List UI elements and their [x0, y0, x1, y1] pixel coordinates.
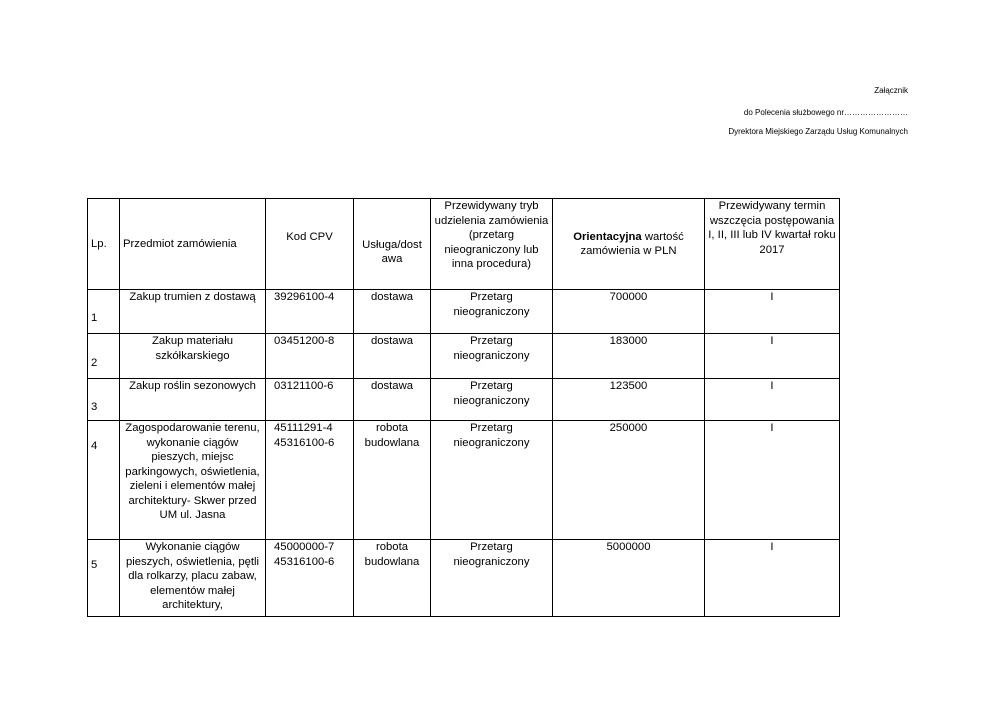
row-subject: Zakup materiału szkółkarskiego	[120, 334, 266, 379]
row-lp: 1	[88, 290, 120, 334]
row-mode: Przetarg nieograniczony	[431, 334, 553, 379]
row-cpv-code: 39296100-4	[274, 291, 335, 303]
row-service: dostawa	[354, 379, 431, 421]
row-cpv-code: 45111291-4	[274, 422, 333, 434]
row-subject: Zakup roślin sezonowych	[120, 379, 266, 421]
row-value: 183000	[553, 334, 705, 379]
row-value: 5000000	[553, 540, 705, 617]
row-service: robota budowlana	[354, 421, 431, 540]
annex-label: Załącznik	[874, 86, 908, 95]
value-rest-label: wartość zamówienia w PLN	[580, 230, 684, 257]
row-service: dostawa	[354, 290, 431, 334]
table-row	[88, 421, 840, 540]
row-term: I	[705, 290, 840, 334]
row-cpv-code: 45000000-7	[274, 541, 335, 553]
col-header-lp: Lp.	[88, 199, 120, 290]
row-mode: Przetarg nieograniczony	[431, 421, 553, 540]
row-cpv	[266, 421, 354, 540]
row-mode: Przetarg nieograniczony	[431, 379, 553, 421]
col-header-cpv: Kod CPV	[266, 199, 354, 290]
director-line: Dyrektora Miejskiego Zarządu Usług Komunalnych	[728, 127, 908, 136]
row-cpv-code-2: 45316100-6	[274, 436, 335, 449]
row-cpv	[266, 290, 354, 334]
row-cpv-code: 03451200-8	[274, 335, 335, 347]
row-subject: Zakup trumien z dostawą	[120, 290, 266, 334]
row-term: I	[705, 334, 840, 379]
table-header-row	[88, 199, 840, 290]
row-lp: 3	[88, 379, 120, 421]
row-value: 123500	[553, 379, 705, 421]
procurement-table	[87, 198, 840, 617]
order-reference: do Polecenia służbowego nr……………………	[743, 108, 908, 117]
col-header-term: Przewidywany termin wszczęcia postępowania I, II, III lub IV kwartał roku 2017	[705, 199, 840, 290]
row-cpv	[266, 540, 354, 617]
row-cpv	[266, 379, 354, 421]
row-term: I	[705, 540, 840, 617]
value-bold-label: Orientacyjna	[573, 230, 642, 243]
table-row	[88, 290, 840, 334]
row-cpv-code: 03121100-6	[274, 380, 334, 392]
row-lp: 2	[88, 334, 120, 379]
row-lp: 4	[88, 421, 120, 540]
col-header-service: Usługa/dost awa	[354, 199, 431, 290]
row-cpv-code-2: 45316100-6	[274, 555, 335, 568]
row-term: I	[705, 379, 840, 421]
row-mode: Przetarg nieograniczony	[431, 290, 553, 334]
col-header-mode: Przewidywany tryb udzielenia zamówienia (przetarg nieograniczony lub inna procedura)	[431, 199, 553, 290]
row-cpv	[266, 334, 354, 379]
table-row	[88, 379, 840, 421]
row-service: robota budowlana	[354, 540, 431, 617]
row-term: I	[705, 421, 840, 540]
row-service: dostawa	[354, 334, 431, 379]
row-subject: Zagospodarowanie terenu, wykonanie ciągów pieszych, miejsc parkingowych, oświetlenia, zieleni i elementów małej architektury- Skwer przed UM ul. Jasna	[120, 421, 266, 540]
row-value: 700000	[553, 290, 705, 334]
row-subject: Wykonanie ciągów pieszych, oświetlenia, pętli dla rolkarzy, placu zabaw, elementów małej architektury,	[120, 540, 266, 617]
col-header-value	[553, 199, 705, 290]
col-header-subject: Przedmiot zamówienia	[120, 199, 266, 290]
row-value: 250000	[553, 421, 705, 540]
row-mode: Przetarg nieograniczony	[431, 540, 553, 617]
table-row	[88, 334, 840, 379]
row-lp: 5	[88, 540, 120, 617]
table-row	[88, 540, 840, 617]
